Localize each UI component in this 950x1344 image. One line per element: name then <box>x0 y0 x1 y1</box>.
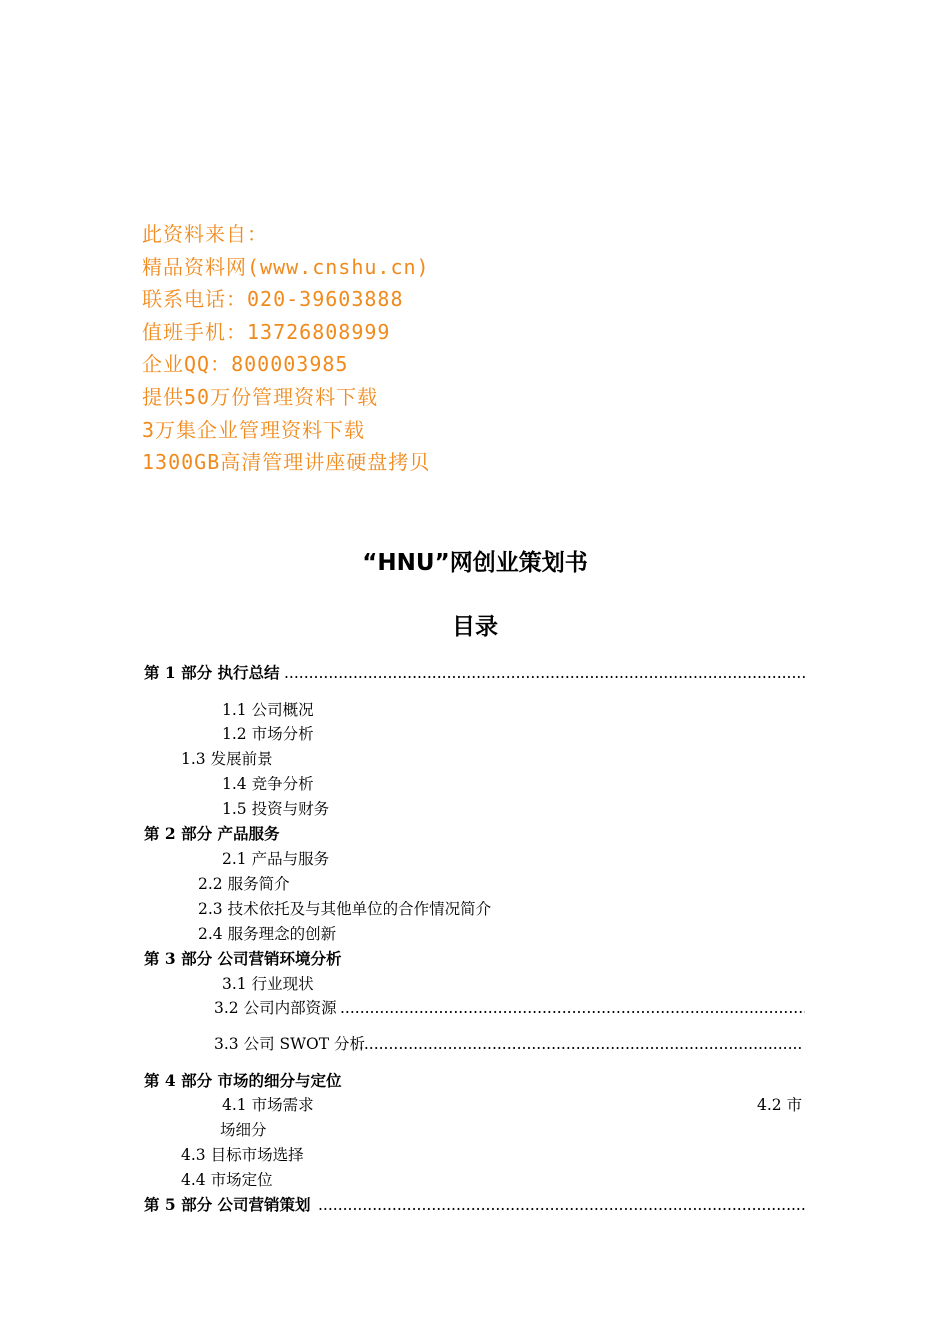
toc-item: 2.3 技术依托及与其他单位的合作情况简介 <box>198 900 492 918</box>
toc-part-1: 第 1 部分 执行总结 <box>144 663 280 682</box>
document-title: “HNU”网创业策划书 <box>362 550 588 576</box>
toc-item: 1.5 投资与财务 <box>222 800 330 818</box>
toc-item: 4.4 市场定位 <box>181 1171 273 1189</box>
toc-part-2: 第 2 部分 产品服务 <box>144 824 280 843</box>
toc-part-3: 第 3 部分 公司营销环境分析 <box>144 949 342 968</box>
promo-line: 3万集企业管理资料下载 <box>142 417 366 442</box>
toc-leader-dots <box>340 998 805 1018</box>
toc-item: 场细分 <box>220 1121 267 1139</box>
toc-item: 1.1 公司概况 <box>222 701 314 719</box>
toc-leader-dots <box>284 663 806 683</box>
toc-item: 4.2 市 <box>757 1096 803 1114</box>
toc-item: 1.3 发展前景 <box>181 750 273 768</box>
toc-item: 4.1 市场需求 <box>222 1096 314 1114</box>
toc-leader-dots <box>354 1034 802 1054</box>
promo-line: 提供50万份管理资料下载 <box>142 384 379 409</box>
toc-item: 2.4 服务理念的创新 <box>198 925 337 943</box>
promo-line: 联系电话：020-39603888 <box>142 287 404 312</box>
toc-part-4: 第 4 部分 市场的细分与定位 <box>144 1071 342 1090</box>
toc-item: 3.3 公司 SWOT 分析 <box>214 1035 366 1053</box>
promo-line: 此资料来自： <box>142 222 268 246</box>
toc-item: 3.1 行业现状 <box>222 975 314 993</box>
promo-line: 值班手机：13726808999 <box>142 319 391 344</box>
promo-line: 企业QQ：800003985 <box>142 352 349 377</box>
toc-item: 2.2 服务简介 <box>198 875 290 893</box>
promo-line: 1300GB高清管理讲座硬盘拷贝 <box>142 450 431 475</box>
toc-item: 3.2 公司内部资源 <box>214 999 337 1017</box>
promo-block <box>142 218 430 479</box>
toc-item: 2.1 产品与服务 <box>222 850 330 868</box>
toc-item: 4.3 目标市场选择 <box>181 1146 304 1164</box>
toc-item: 1.2 市场分析 <box>222 725 314 743</box>
toc-title: 目录 <box>452 614 498 640</box>
toc-part-5: 第 5 部分 公司营销策划 <box>144 1195 311 1214</box>
toc-leader-dots <box>318 1195 806 1215</box>
toc-item: 1.4 竞争分析 <box>222 775 314 793</box>
promo-line: 精品资料网(www.cnshu.cn) <box>142 254 430 279</box>
